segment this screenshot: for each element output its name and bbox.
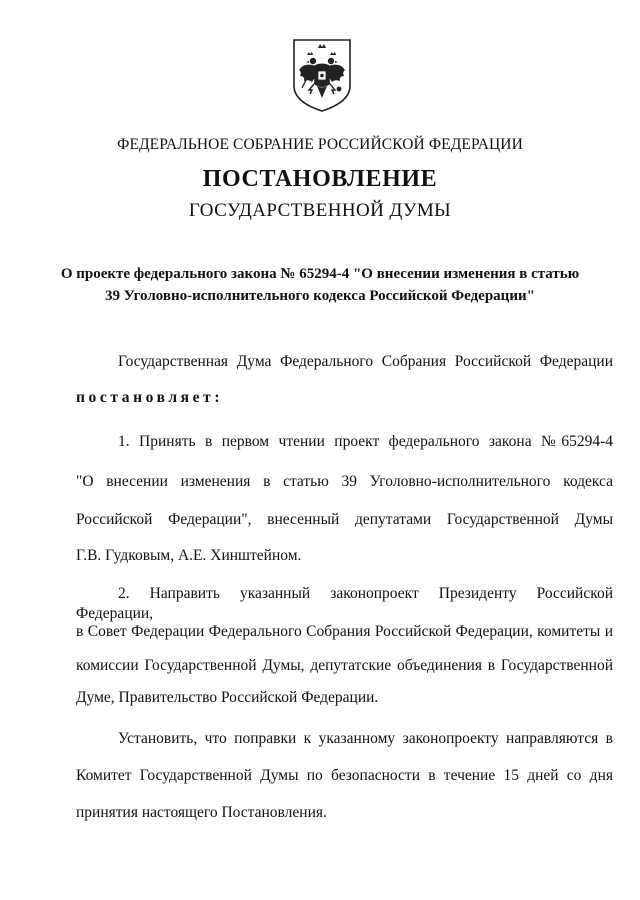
paragraph-2-line-2: в Совет Федерации Федерального Собрания Российской Федерации, комитеты и <box>76 623 613 640</box>
subject-line-2: 39 Уголовно-исполнительного кодекса Российской Федерации" <box>105 288 535 304</box>
paragraph-1-line-4: Г.В. Гудковым, А.Е. Хинштейном. <box>76 547 302 564</box>
subject-line-1: О проекте федерального закона № 65294-4 "О внесении изменения в статью <box>60 266 580 282</box>
paragraph-2-line-1: 2. Направить указанный законопроект Президенту Российской Федерации, <box>76 585 613 622</box>
resolves-word: постановляет: <box>76 389 224 406</box>
paragraph-2-line-4: Думе, Правительство Российской Федерации. <box>76 689 379 706</box>
document-subtitle: ГОСУДАРСТВЕННОЙ ДУМЫ <box>188 200 452 221</box>
preamble: Государственная Дума Федерального Собрания Российской Федерации <box>118 353 613 370</box>
paragraph-3-line-3: принятия настоящего Постановления. <box>76 804 327 821</box>
paragraph-1-line-2: "О внесении изменения в статью 39 Уголовно-исполнительного кодекса <box>76 473 613 490</box>
paragraph-1-line-3: Российской Федерации", внесенный депутатами Государственной Думы <box>76 511 613 528</box>
paragraph-1-line-1: 1. Принять в первом чтении проект федерального закона №65294-4 <box>118 433 613 450</box>
document-subject <box>40 263 600 307</box>
paragraph-3-line-1: Установить, что поправки к указанному законопроекту направляются в <box>118 730 613 747</box>
coat-of-arms-russia-icon <box>290 36 354 114</box>
paragraph-3-line-2: Комитет Государственной Думы по безопасности в течение 15 дней со дня <box>76 767 613 784</box>
organization-name: ФЕДЕРАЛЬНОЕ СОБРАНИЕ РОССИЙСКОЙ ФЕДЕРАЦИИ <box>117 136 523 153</box>
paragraph-2-line-3: комиссии Государственной Думы, депутатские объединения в Государственной <box>76 657 613 674</box>
document-title: ПОСТАНОВЛЕНИЕ <box>202 166 438 192</box>
